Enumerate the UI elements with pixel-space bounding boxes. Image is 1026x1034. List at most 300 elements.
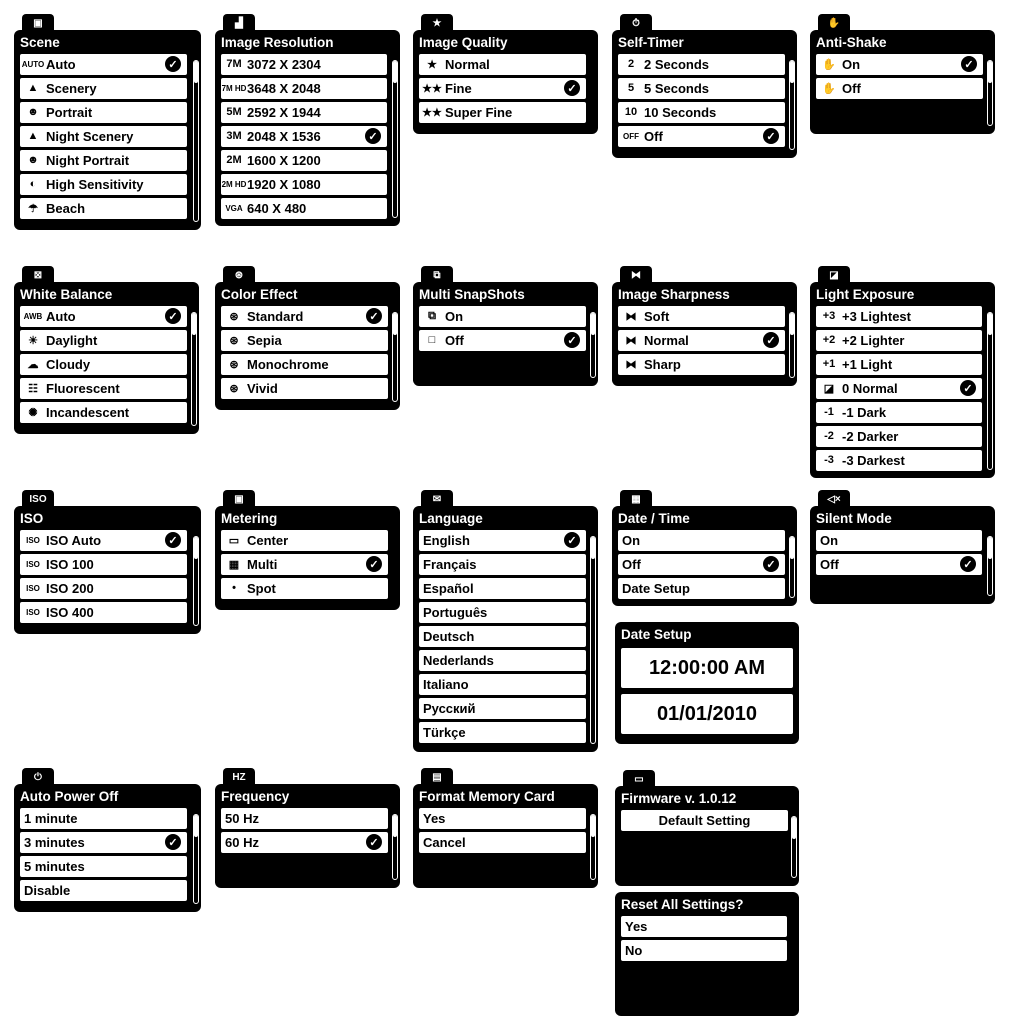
resolution-option-2592-x-1944[interactable] — [221, 102, 387, 123]
language-option-label: Português — [423, 604, 488, 620]
quality-option-label: Super Fine — [445, 104, 513, 120]
silent-option-label: Off — [820, 556, 839, 572]
antishake-option-label: On — [842, 56, 861, 72]
coloreffect-scrollbar[interactable] — [392, 312, 398, 402]
hz-icon: HZ — [223, 768, 255, 786]
scene-option-icon: ▲ — [27, 82, 39, 95]
format-scroll-thumb[interactable] — [591, 815, 595, 837]
selftimer-option-2-seconds[interactable] — [618, 54, 785, 75]
exposure-option-label: -1 Dark — [842, 404, 887, 420]
whitebalance-option-auto[interactable] — [20, 306, 187, 327]
resolution-option-1600-x-1200[interactable] — [221, 150, 387, 171]
autopower-scrollbar[interactable] — [193, 814, 199, 904]
selftimer-option-label: 10 Seconds — [644, 104, 717, 120]
resolution-option-3072-x-2304[interactable] — [221, 54, 387, 75]
quality-option-list — [419, 54, 586, 126]
autopower-option-3-minutes[interactable] — [20, 832, 187, 853]
quality-menu-box — [413, 30, 598, 134]
datetime-menu-box — [612, 506, 797, 606]
silent-scrollbar[interactable] — [987, 536, 993, 596]
autopower-option-disable[interactable] — [20, 880, 187, 901]
autopower-option-1-minute[interactable] — [20, 808, 187, 829]
reset-option-yes[interactable] — [621, 916, 787, 937]
coloreffect-option-label: Standard — [247, 308, 304, 324]
language-option-t-rk-e[interactable] — [419, 722, 586, 743]
datesetup-menu-panel — [615, 622, 799, 744]
datetime-option-label: Off — [622, 556, 641, 572]
reset-title: Reset All Settings? — [621, 897, 744, 912]
whitebalance-option-icon: ☁ — [27, 358, 39, 371]
speech-icon: ✉ — [421, 490, 453, 508]
iso-title: ISO — [20, 511, 44, 526]
coloreffect-option-label: Monochrome — [247, 356, 329, 372]
scene-option-label: Auto — [46, 56, 76, 72]
metering-option-icon: • — [232, 582, 236, 595]
autopower-option-label: 1 minute — [24, 810, 78, 826]
firmware-menu-panel — [615, 770, 799, 886]
metering-option-label: Center — [247, 532, 289, 548]
autopower-option-list — [20, 808, 187, 904]
whitebalance-menu-box — [14, 282, 199, 434]
format-scrollbar[interactable] — [590, 814, 596, 880]
resolution-option-label: 3648 X 2048 — [247, 80, 321, 96]
resolution-option-icon: 7M — [226, 58, 242, 71]
selftimer-scroll-thumb[interactable] — [790, 61, 794, 83]
silent-option-off[interactable] — [816, 554, 982, 575]
exposure-option-icon: -3 — [824, 454, 834, 467]
autopower-option-label: Disable — [24, 882, 71, 898]
firmware-option-default-setting[interactable] — [621, 810, 788, 831]
multisnap-option-off[interactable] — [419, 330, 586, 351]
firmware-option-list — [621, 810, 788, 834]
metering-option-icon: ▦ — [228, 558, 240, 571]
scene-option-label: Portrait — [46, 104, 93, 120]
exposure-menu-panel — [810, 266, 995, 478]
quality-option-label: Normal — [445, 56, 490, 72]
metering-icon: ▣ — [223, 490, 255, 508]
exposure-option-2-lighter[interactable] — [816, 330, 982, 351]
sharpness-option-sharp[interactable] — [618, 354, 785, 375]
language-option-label: Español — [423, 580, 474, 596]
iso-option-iso-400[interactable] — [20, 602, 187, 623]
scene-option-icon: ☂ — [28, 202, 38, 215]
iso-option-iso-auto[interactable] — [20, 530, 187, 551]
sharpness-option-label: Sharp — [644, 356, 681, 372]
sharpness-title: Image Sharpness — [618, 287, 730, 302]
scene-option-auto[interactable] — [20, 54, 187, 75]
iso-option-icon: ISO — [26, 583, 40, 593]
exposure-option-icon: -1 — [824, 406, 834, 419]
language-option-espa-ol[interactable] — [419, 578, 586, 599]
format-menu-box — [413, 784, 598, 888]
quality-option-fine[interactable] — [419, 78, 586, 99]
resolution-option-icon: VGA — [225, 203, 243, 213]
iso-option-list — [20, 530, 187, 626]
selftimer-option-icon: OFF — [623, 131, 639, 141]
checkmark-icon: ✓ — [365, 128, 381, 144]
frequency-scrollbar[interactable] — [392, 814, 398, 880]
resolution-title: Image Resolution — [221, 35, 334, 50]
autopower-menu-panel — [14, 768, 201, 912]
multisnap-title: Multi SnapShots — [419, 287, 525, 302]
whitebalance-option-icon: ☷ — [28, 382, 38, 395]
scene-option-scenery[interactable] — [20, 78, 187, 99]
scene-scrollbar[interactable] — [193, 60, 199, 222]
time-field[interactable]: 12:00:00 AM — [621, 648, 793, 688]
language-option-fran-ais[interactable] — [419, 554, 586, 575]
language-scroll-thumb[interactable] — [591, 537, 595, 559]
sharpness-option-soft[interactable] — [618, 306, 785, 327]
language-option-nederlands[interactable] — [419, 650, 586, 671]
scene-title: Scene — [20, 35, 60, 50]
checkmark-icon: ✓ — [366, 556, 382, 572]
firmware-option-label: Default Setting — [658, 812, 751, 828]
whitebalance-option-label: Auto — [46, 308, 76, 324]
silent-scroll-thumb[interactable] — [988, 537, 992, 559]
whitebalance-option-icon: ✺ — [28, 406, 38, 419]
sharpness-menu-box — [612, 282, 797, 386]
iso-option-icon: ISO — [26, 607, 40, 617]
frequency-scroll-thumb[interactable] — [393, 815, 397, 837]
whitebalance-option-list — [20, 306, 187, 426]
scene-option-label: Beach — [46, 200, 86, 216]
quality-option-icon: ★ — [427, 58, 437, 71]
sharp-icon: ⧓ — [620, 266, 652, 284]
multisnap-option-icon: ⧉ — [428, 309, 436, 322]
checkmark-icon: ✓ — [961, 56, 977, 72]
multisnap-option-list — [419, 306, 586, 354]
exposure-option-2-darker[interactable] — [816, 426, 982, 447]
autopower-scroll-thumb[interactable] — [194, 815, 198, 837]
selftimer-scrollbar[interactable] — [789, 60, 795, 150]
scene-scroll-thumb[interactable] — [194, 61, 198, 83]
date-field[interactable]: 01/01/2010 — [621, 694, 793, 734]
sharpness-option-list — [618, 306, 785, 378]
checkmark-icon: ✓ — [960, 380, 976, 396]
selftimer-option-label: Off — [644, 128, 663, 144]
resolution-option-label: 640 X 480 — [247, 200, 307, 216]
star-icon: ★ — [421, 14, 453, 32]
iso-option-label: ISO Auto — [46, 532, 102, 548]
exposure-option-icon: +1 — [822, 358, 836, 371]
whitebalance-option-fluorescent[interactable] — [20, 378, 187, 399]
whitebalance-option-daylight[interactable] — [20, 330, 187, 351]
whitebalance-option-incandescent[interactable] — [20, 402, 187, 423]
calendar-icon: ▦ — [620, 490, 652, 508]
whitebalance-scrollbar[interactable] — [191, 312, 197, 426]
resolution-menu-box — [215, 30, 400, 226]
exposure-option-0-normal[interactable] — [816, 378, 982, 399]
iso-menu-panel — [14, 490, 201, 634]
datetime-option-label: Date Setup — [622, 580, 690, 596]
datetime-option-on[interactable] — [618, 530, 785, 551]
whitebalance-option-label: Cloudy — [46, 356, 91, 372]
language-scrollbar[interactable] — [590, 536, 596, 744]
metering-option-multi[interactable] — [221, 554, 388, 575]
whitebalance-option-icon: AWB — [23, 311, 43, 321]
language-title: Language — [419, 511, 483, 526]
multisnap-option-label: Off — [445, 332, 464, 348]
exposure-option-list — [816, 306, 982, 474]
datetime-option-list — [618, 530, 785, 602]
iso-icon: ISO — [22, 490, 54, 508]
coloreffect-scroll-thumb[interactable] — [393, 313, 397, 335]
exposure-option-1-dark[interactable] — [816, 402, 982, 423]
coloreffect-option-icon: ⊛ — [229, 334, 239, 347]
exposure-option-icon: -2 — [824, 430, 834, 443]
exposure-option-label: -3 Darkest — [842, 452, 905, 468]
scene-option-label: Scenery — [46, 80, 97, 96]
autopower-option-5-minutes[interactable] — [20, 856, 187, 877]
selftimer-option-10-seconds[interactable] — [618, 102, 785, 123]
metering-title: Metering — [221, 511, 278, 526]
autopower-title: Auto Power Off — [20, 789, 119, 804]
frequency-title: Frequency — [221, 789, 290, 804]
scene-menu-panel — [14, 14, 201, 230]
exposure-title: Light Exposure — [816, 287, 915, 302]
silent-title: Silent Mode — [816, 511, 892, 526]
language-option-portugu-s[interactable] — [419, 602, 586, 623]
speaker-icon: ◁× — [818, 490, 850, 508]
resolution-option-list — [221, 54, 387, 222]
resolution-scroll-thumb[interactable] — [393, 61, 397, 83]
metering-option-label: Spot — [247, 580, 276, 596]
language-option-english[interactable] — [419, 530, 586, 551]
scene-option-icon: ◐ — [29, 178, 37, 191]
sharpness-menu-panel — [612, 266, 797, 386]
coloreffect-option-sepia[interactable] — [221, 330, 388, 351]
scene-option-night-scenery[interactable] — [20, 126, 187, 147]
whitebalance-scroll-thumb[interactable] — [192, 313, 196, 335]
iso-option-label: ISO 400 — [46, 604, 94, 620]
format-title: Format Memory Card — [419, 789, 555, 804]
autopower-option-label: 3 minutes — [24, 834, 85, 850]
autopower-menu-box — [14, 784, 201, 912]
wb-icon: ⊠ — [22, 266, 54, 284]
iso-option-iso-200[interactable] — [20, 578, 187, 599]
scene-option-icon: ☻ — [27, 154, 39, 167]
format-menu-panel — [413, 768, 598, 888]
exposure-option-label: 0 Normal — [842, 380, 898, 396]
antishake-option-label: Off — [842, 80, 861, 96]
exposure-option-3-darkest[interactable] — [816, 450, 982, 471]
sharpness-scroll-thumb[interactable] — [790, 313, 794, 335]
language-option-list — [419, 530, 586, 746]
multisnap-menu-panel — [413, 266, 598, 386]
exposure-option-label: -2 Darker — [842, 428, 899, 444]
antishake-option-icon: ✋ — [822, 58, 836, 71]
frequency-option-60-hz[interactable] — [221, 832, 388, 853]
coloreffect-option-monochrome[interactable] — [221, 354, 388, 375]
exposure-scrollbar[interactable] — [987, 312, 993, 470]
scene-option-night-portrait[interactable] — [20, 150, 187, 171]
exposure-menu-box — [810, 282, 995, 478]
scene-option-list — [20, 54, 187, 222]
quality-option-normal[interactable] — [419, 54, 586, 75]
iso-option-iso-100[interactable] — [20, 554, 187, 575]
window-icon: ▭ — [623, 770, 655, 788]
scene-option-icon: ☻ — [27, 106, 39, 119]
iso-scrollbar[interactable] — [193, 536, 199, 626]
frequency-menu-box — [215, 784, 400, 888]
coloreffect-option-standard[interactable] — [221, 306, 388, 327]
metering-menu-panel — [215, 490, 400, 610]
color-icon: ⊛ — [223, 266, 255, 284]
exposure-option-label: +2 Lighter — [842, 332, 905, 348]
antishake-option-icon: ✋ — [822, 82, 836, 95]
multisnap-menu-box — [413, 282, 598, 386]
whitebalance-option-cloudy[interactable] — [20, 354, 187, 375]
coloreffect-option-icon: ⊛ — [229, 358, 239, 371]
selftimer-option-label: 2 Seconds — [644, 56, 710, 72]
silent-option-list — [816, 530, 982, 578]
multi-icon: ⧉ — [421, 266, 453, 284]
coloreffect-title: Color Effect — [221, 287, 298, 302]
checkmark-icon: ✓ — [564, 532, 580, 548]
checkmark-icon: ✓ — [165, 56, 181, 72]
selftimer-title: Self-Timer — [618, 35, 684, 50]
resolution-option-2048-x-1536[interactable] — [221, 126, 387, 147]
whitebalance-option-icon: ☀ — [28, 334, 38, 347]
checkmark-icon: ✓ — [165, 834, 181, 850]
frequency-option-list — [221, 808, 388, 856]
selftimer-option-5-seconds[interactable] — [618, 78, 785, 99]
format-option-list — [419, 808, 586, 856]
selftimer-option-icon: 5 — [627, 82, 635, 95]
sharpness-scrollbar[interactable] — [789, 312, 795, 378]
datetime-option-off[interactable] — [618, 554, 785, 575]
datetime-scrollbar[interactable] — [789, 536, 795, 598]
format-option-yes[interactable] — [419, 808, 586, 829]
autopower-option-label: 5 minutes — [24, 858, 85, 874]
resolution-option-icon: 7M HD — [221, 83, 247, 93]
checkmark-icon: ✓ — [564, 80, 580, 96]
language-menu-box — [413, 506, 598, 752]
quality-option-super-fine[interactable] — [419, 102, 586, 123]
resolution-option-3648-x-2048[interactable] — [221, 78, 387, 99]
reset-option-label: No — [625, 942, 643, 958]
language-option-[interactable] — [419, 698, 586, 719]
datetime-menu-panel — [612, 490, 797, 606]
checkmark-icon: ✓ — [366, 308, 382, 324]
scene-option-beach[interactable] — [20, 198, 187, 219]
resolution-option-1920-x-1080[interactable] — [221, 174, 387, 195]
coloreffect-option-label: Sepia — [247, 332, 282, 348]
firmware-scroll-thumb[interactable] — [792, 817, 796, 839]
format-option-cancel[interactable] — [419, 832, 586, 853]
coloreffect-menu-panel — [215, 266, 400, 410]
coloreffect-option-icon: ⊛ — [229, 310, 239, 323]
exposure-option-icon: +3 — [822, 310, 836, 323]
exposure-option-icon: ◪ — [823, 382, 835, 395]
datetime-scroll-thumb[interactable] — [790, 537, 794, 559]
resolution-option-icon: 5M — [226, 106, 242, 119]
metering-option-spot[interactable] — [221, 578, 388, 599]
language-option-deutsch[interactable] — [419, 626, 586, 647]
multisnap-scroll-thumb[interactable] — [591, 313, 595, 335]
silent-option-on[interactable] — [816, 530, 982, 551]
scene-option-high-sensitivity[interactable] — [20, 174, 187, 195]
coloreffect-option-vivid[interactable] — [221, 378, 388, 399]
multisnap-option-icon: □ — [428, 334, 436, 347]
hand-icon: ✋ — [818, 14, 850, 32]
resolution-option-label: 1600 X 1200 — [247, 152, 321, 168]
exposure-option-3-lightest[interactable] — [816, 306, 982, 327]
antishake-option-off[interactable] — [816, 78, 983, 99]
iso-menu-box — [14, 506, 201, 634]
antishake-scrollbar[interactable] — [987, 60, 993, 126]
resolution-option-label: 1920 X 1080 — [247, 176, 321, 192]
datetime-option-date-setup[interactable] — [618, 578, 785, 599]
frequency-option-50-hz[interactable] — [221, 808, 388, 829]
checkmark-icon: ✓ — [564, 332, 580, 348]
sharpness-option-icon: ⧓ — [625, 358, 637, 371]
scene-option-portrait[interactable] — [20, 102, 187, 123]
antishake-option-list — [816, 54, 983, 102]
scene-option-icon: AUTO — [21, 59, 45, 69]
firmware-menu-box — [615, 786, 799, 886]
coloreffect-option-label: Vivid — [247, 380, 278, 396]
language-option-label: Русский — [423, 700, 476, 716]
sharpness-option-icon: ⧓ — [625, 334, 637, 347]
sdcard-icon: ▤ — [421, 768, 453, 786]
iso-scroll-thumb[interactable] — [194, 537, 198, 559]
checkmark-icon: ✓ — [960, 556, 976, 572]
scene-menu-box — [14, 30, 201, 230]
checkmark-icon: ✓ — [165, 308, 181, 324]
language-option-label: English — [423, 532, 470, 548]
scene-option-label: Night Scenery — [46, 128, 134, 144]
reset-option-no[interactable] — [621, 940, 787, 961]
checkmark-icon: ✓ — [763, 332, 779, 348]
metering-option-center[interactable] — [221, 530, 388, 551]
firmware-scrollbar[interactable] — [791, 816, 797, 878]
frequency-option-label: 50 Hz — [225, 810, 259, 826]
language-option-italiano[interactable] — [419, 674, 586, 695]
multisnap-scrollbar[interactable] — [590, 312, 596, 378]
whitebalance-option-label: Fluorescent — [46, 380, 120, 396]
resolution-option-label: 3072 X 2304 — [247, 56, 321, 72]
sharpness-option-label: Normal — [644, 332, 689, 348]
quality-option-icon: ★★ — [422, 106, 442, 119]
antishake-menu-box — [810, 30, 995, 134]
resolution-scrollbar[interactable] — [392, 60, 398, 218]
sharpness-option-normal[interactable] — [618, 330, 785, 351]
metering-option-icon: ▭ — [228, 534, 240, 547]
selftimer-menu-panel — [612, 14, 797, 158]
iso-option-icon: ISO — [26, 535, 40, 545]
multisnap-option-on[interactable] — [419, 306, 586, 327]
metering-option-list — [221, 530, 388, 602]
frequency-menu-panel — [215, 768, 400, 888]
resolution-option-640-x-480[interactable] — [221, 198, 387, 219]
silent-menu-box — [810, 506, 995, 604]
antishake-scroll-thumb[interactable] — [988, 61, 992, 83]
selftimer-option-off[interactable] — [618, 126, 785, 147]
scene-option-label: High Sensitivity — [46, 176, 144, 192]
selftimer-option-icon: 10 — [624, 106, 638, 119]
exposure-scroll-thumb[interactable] — [988, 313, 992, 335]
metering-menu-box — [215, 506, 400, 610]
reset-menu-panel — [615, 892, 799, 1016]
exposure-option-label: +1 Light — [842, 356, 893, 372]
antishake-option-on[interactable] — [816, 54, 983, 75]
exposure-option-1-light[interactable] — [816, 354, 982, 375]
scene-option-icon: ▲ — [27, 130, 39, 143]
whitebalance-title: White Balance — [20, 287, 113, 302]
iso-option-icon: ISO — [26, 559, 40, 569]
language-option-label: Français — [423, 556, 477, 572]
